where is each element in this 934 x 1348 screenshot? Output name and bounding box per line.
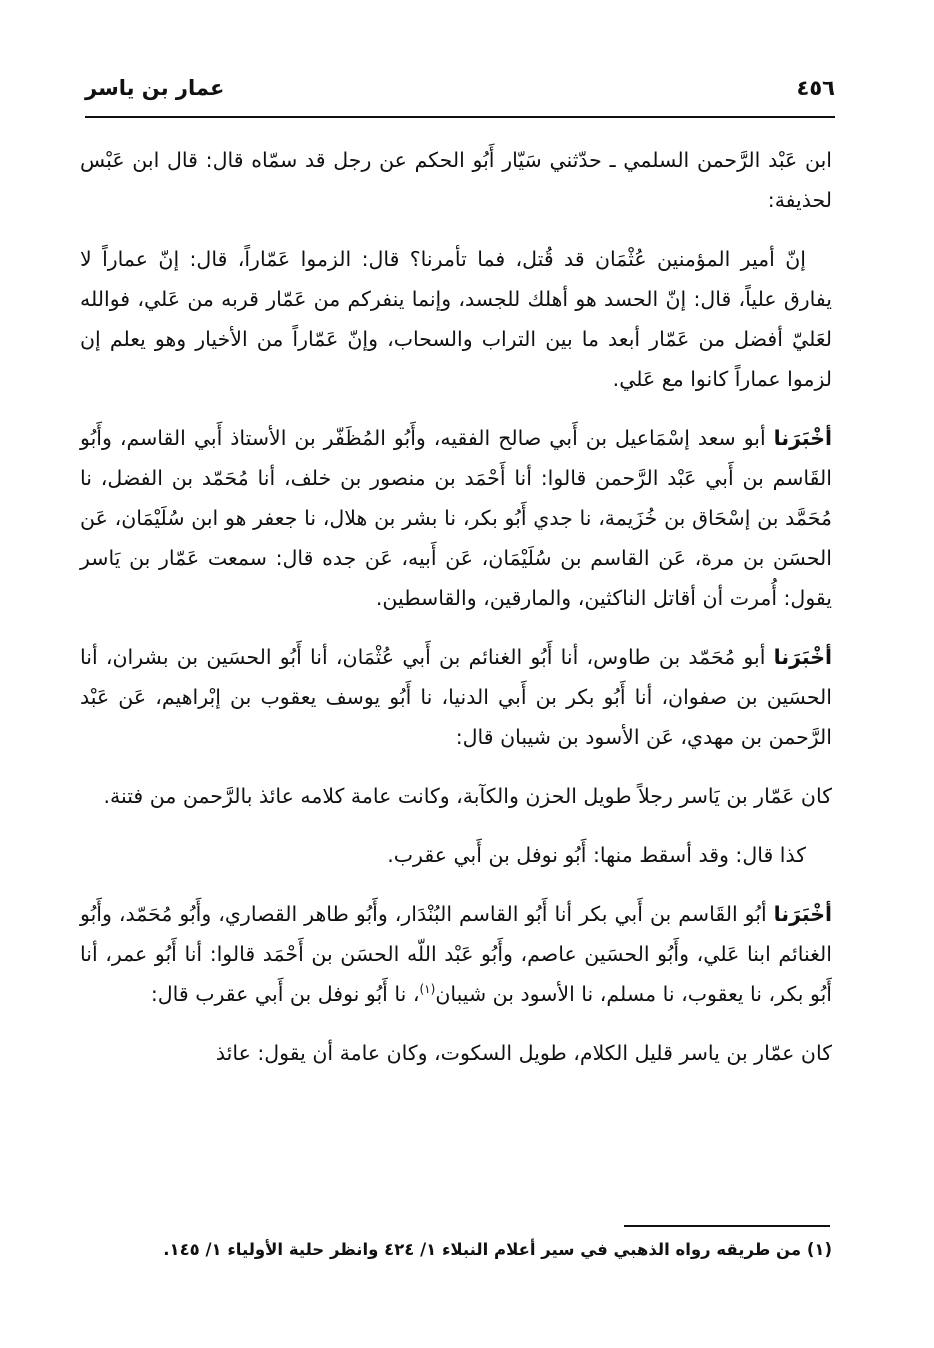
page-header xyxy=(85,70,835,106)
isnad-keyword: أخْبَرَنا xyxy=(773,902,832,926)
paragraph-2: إنّ أمير المؤمنين عُثْمَان قد قُتل، فما تأمرنا؟ قال: الزموا عَمّاراً، قال: إنّ عماراً لا يفارق علياً، قال: إنّ الحسد هو أهلك للجسد، وإنما ينفركم من عَمّار قربه من عَلي، فوالله لعَليّ أفضل من عَمّار أبعد ما بين التراب والسحاب، وإنّ عَمّاراً من الأخيار وهو يعلم إن لزموا عماراً كانوا مع عَلي. xyxy=(80,247,832,391)
paragraph-3 xyxy=(80,418,832,618)
running-title: عمار بن ياسر xyxy=(85,76,225,100)
paragraph-4-text: أبو مُحَمّد بن طاوس، أنا أَبُو الغنائم بن أَبي عُثْمَان، أنا أَبُو الحسَين بن بشران، أنا الحسَين بن صفوان، أنا أَبُو بكر بن أَبي الدنيا، نا أَبُو يوسف يعقوب بن إبْراهيم، عَن عَبْد الرَّحمن بن مهدي، عَن الأسود بن شيبان قال: xyxy=(80,645,832,749)
paragraph-7-tail: ، نا أَبُو نوفل بن أَبي عقرب قال: xyxy=(150,982,420,1006)
footnote: (١) من طريقه رواه الذهبي في سير أعلام النبلاء ١/ ٤٢٤ وانظر حلية الأولياء ١/ ١٤٥. xyxy=(163,1240,832,1259)
paragraph-7 xyxy=(80,894,832,1014)
isnad-keyword: أخْبَرَنا xyxy=(773,426,832,450)
paragraph-5: كان عَمّار بن يَاسر رجلاً طويل الحزن والكآبة، وكانت عامة كلامه عائذ بالرَّحمن من فتنة. xyxy=(103,784,832,808)
paragraph-7-text: أبُو القَاسم بن أَبي بكر أنا أَبُو القاسم البُنْدَار، وأَبُو طاهر القصاري، وأَبُو مُحَمّد، وأَبُو الغنائم ابنا عَلي، وأَبُو الحسَين عاصم، وأَبُو عَبْد اللّه الحسَن بن أَحْمَد قالوا: أنا أَبُو عمر، أنا أَبُو بكر، نا يعقوب، نا مسلم، نا الأسود بن شيبان xyxy=(80,902,832,1006)
paragraph-4 xyxy=(80,637,832,757)
footnote-reference: (١) xyxy=(419,982,436,997)
paragraph-1: ابن عَبْد الرَّحمن السلمي ـ حدّثني سَيّار أَبُو الحكم عن رجل قد سمّاه قال: قال ابن عَبْس لحذيفة: xyxy=(80,148,832,212)
paragraph-6: كذا قال: وقد أسقط منها: أَبُو نوفل بن أَبي عقرب. xyxy=(387,843,806,867)
isnad-keyword: أخْبَرَنا xyxy=(773,645,832,669)
paragraph-8: كان عمّار بن ياسر قليل الكلام، طويل السكوت، وكان عامة أن يقول: عائذ xyxy=(215,1041,832,1065)
header-rule xyxy=(85,116,835,118)
main-text xyxy=(80,140,832,1092)
footnote-rule xyxy=(624,1225,830,1227)
paragraph-3-text: أبو سعد إسْمَاعيل بن أَبي صالح الفقيه، وأَبُو المُظَفّر بن الأستاذ أَبي القاسم، وأَبُو القَاسم بن أَبي عَبْد الرَّحمن قالوا: أنا أَحْمَد بن منصور بن خلف، أنا مُحَمّد بن الفضل، نا مُحَمَّد بن إسْحَاق بن خُزَيمة، نا جدي أَبُو بكر، نا بشر بن هلال، نا جعفر هو ابن سُلَيْمَان، عَن الحسَن بن مرة، عَن القاسم بن سُلَيْمَان، عَن أَبيه، عَن جده قال: سمعت عَمّار بن يَاسر يقول: أُمرت أن أقاتل الناكثين، والمارقين، والقاسطين. xyxy=(80,426,832,610)
page-number: ٤٥٦ xyxy=(796,76,835,100)
